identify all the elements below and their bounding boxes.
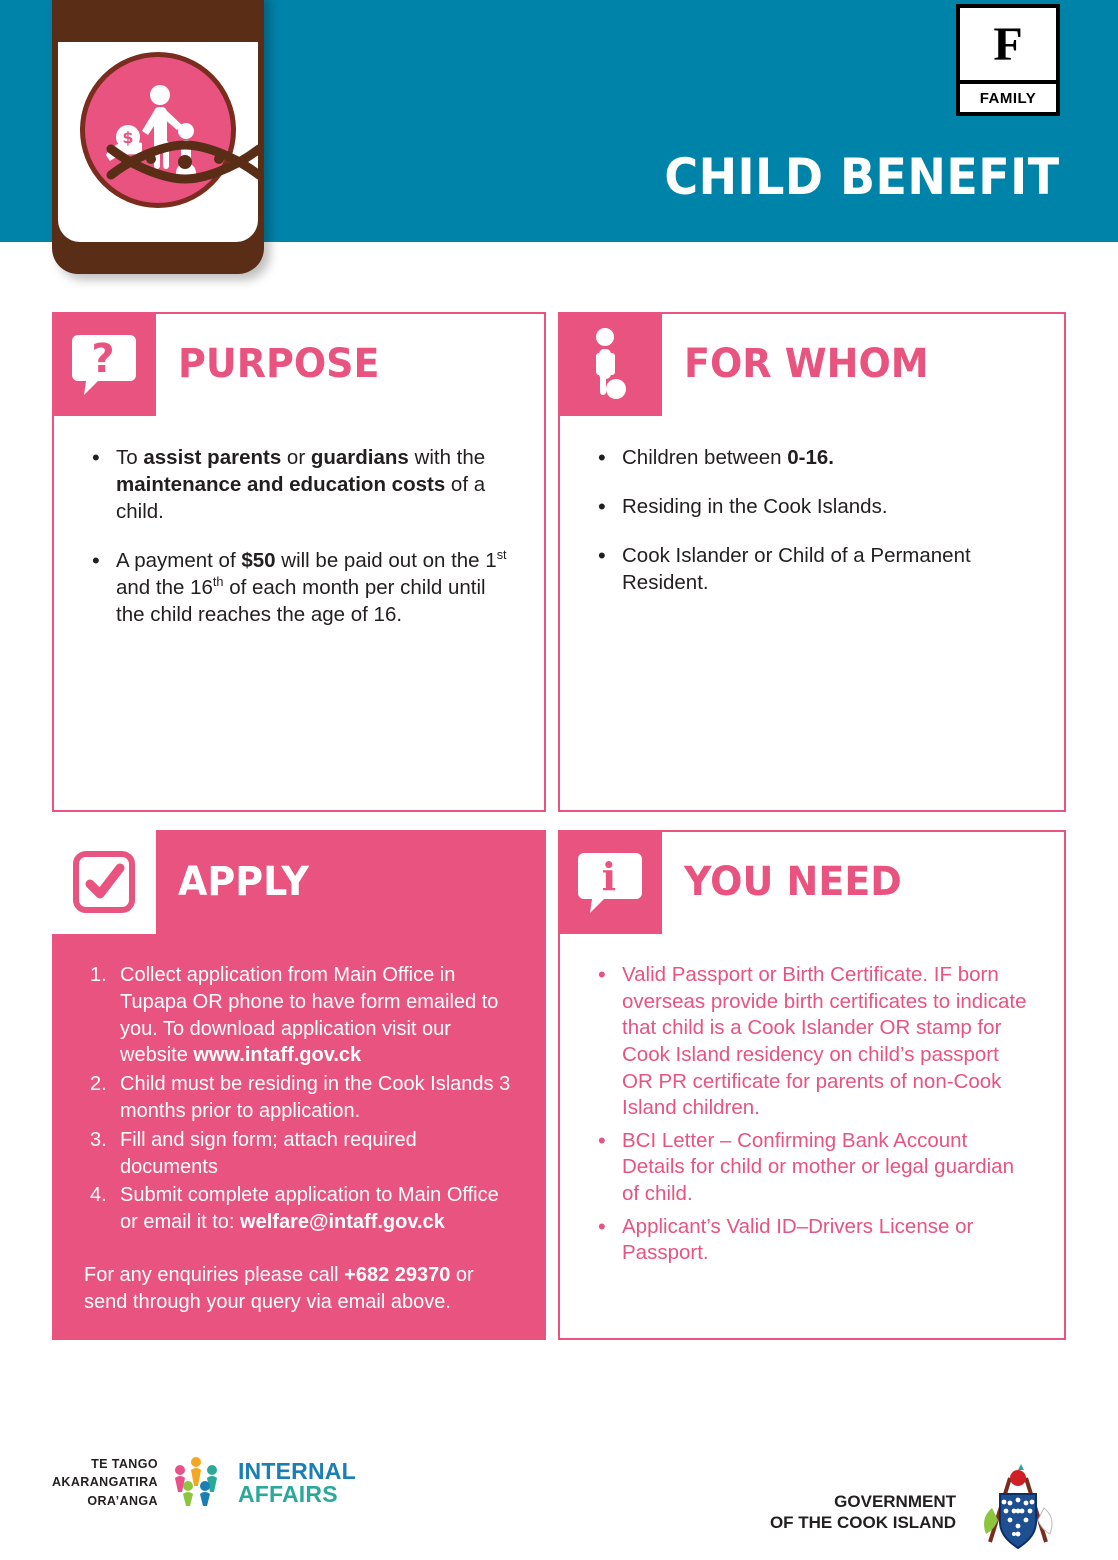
- purpose-card-title: PURPOSE: [178, 341, 380, 387]
- program-logo-inner: [58, 42, 258, 242]
- you-need-card: [558, 830, 1066, 1340]
- for-whom-card-title: FOR WHOM: [684, 341, 929, 387]
- ia-name-line-2: AFFAIRS: [237, 1480, 338, 1507]
- purpose-bullet-list: [84, 444, 514, 628]
- you-need-bullet-list: [590, 962, 1034, 1267]
- for-whom-card-body: [560, 418, 1064, 628]
- ia-maori-line-1: TE TANGO: [91, 1457, 158, 1472]
- for-whom-bullet-list: [590, 444, 1034, 596]
- for-whom-card-header: [558, 312, 941, 416]
- apply-card-body: [54, 936, 544, 1326]
- you-need-card-header: [558, 830, 913, 934]
- purpose-card: [52, 312, 546, 812]
- cook-islands-coat-of-arms-icon: [970, 1464, 1066, 1560]
- svg-text:$: $: [122, 128, 134, 147]
- list-item: • Residing in the Cook Islands.: [590, 493, 1034, 520]
- list-item: Fill and sign form; attach required documents: [120, 1128, 417, 1178]
- page-title: CHILD BENEFIT: [664, 148, 1060, 206]
- people-burst-icon: [168, 1452, 228, 1513]
- apply-card: [52, 830, 546, 1340]
- ia-name-line-1: INTERNAL: [237, 1457, 356, 1484]
- checkbox-tick-icon: [52, 830, 156, 934]
- apply-card-title: APPLY: [178, 859, 309, 905]
- ia-maori-line-2: AKARANGATIRA: [52, 1475, 158, 1490]
- list-item: Collect application from Main Office in Tupapa OR phone to have form emailed to you. To download application visit our website www.intaff.gov.ck: [120, 964, 499, 1067]
- internal-affairs-maori-text: [52, 1455, 158, 1509]
- list-item: • Valid Passport or Birth Certificate. IF born overseas provide birth certificates to indicate that child is a Cook Islander OR stamp for Cook Island residency on child’s passport OR PR certificate for parents of non-Cook Island children.: [590, 962, 1034, 1122]
- list-item: • A payment of $50 will be paid out on the 1st and the 16th of each month per child until the child reaches the age of 16.: [84, 547, 514, 628]
- list-item: • Applicant’s Valid ID–Drivers License or Passport.: [590, 1214, 1034, 1267]
- you-need-card-body: [560, 936, 1064, 1283]
- person-icon: [558, 312, 662, 416]
- gov-line-1: GOVERNMENT: [834, 1491, 956, 1511]
- government-block: [770, 1464, 1066, 1560]
- purpose-card-header: [52, 312, 390, 416]
- list-item: • Cook Islander or Child of a Permanent Resident.: [590, 542, 1034, 596]
- list-item: Child must be residing in the Cook Islands 3 months prior to application.: [120, 1073, 511, 1122]
- list-item: • BCI Letter – Confirming Bank Account Details for child or mother or legal guardian of child.: [590, 1128, 1034, 1208]
- you-need-card-title: YOU NEED: [684, 859, 902, 905]
- badge-letter: F: [993, 17, 1023, 71]
- page-footer: [0, 1420, 1118, 1536]
- crossed-paddles-icon: [97, 139, 273, 187]
- badge-label: FAMILY: [979, 89, 1037, 107]
- apply-card-header: [52, 830, 316, 934]
- apply-enquiries-note: For any enquiries please call +682 29370 or send through your query via email above.: [84, 1263, 474, 1313]
- internal-affairs-logo: [52, 1452, 356, 1513]
- apply-step-list: [84, 962, 514, 1236]
- info-speech-bubble-icon: [558, 830, 662, 934]
- ia-maori-line-3: ORA’ANGA: [87, 1493, 158, 1508]
- list-item: • To assist parents or guardians with the maintenance and education costs of a child.: [84, 444, 514, 525]
- gov-line-2: OF THE COOK ISLAND: [769, 1513, 956, 1532]
- program-logo-tile: [52, 0, 264, 274]
- purpose-card-body: [54, 418, 544, 660]
- list-item: Submit complete application to Main Office or email it to: welfare@intaff.gov.ck: [120, 1184, 499, 1234]
- program-logo-circle: [80, 52, 236, 208]
- government-text: [770, 1491, 956, 1534]
- svg-text:?: ?: [91, 336, 115, 382]
- internal-affairs-name: [237, 1457, 356, 1507]
- svg-text:i: i: [601, 854, 617, 899]
- for-whom-card: [558, 312, 1066, 812]
- question-mark-speech-bubble-icon: [52, 312, 156, 416]
- category-badge: [956, 4, 1060, 116]
- list-item: • Children between 0-16.: [590, 444, 1034, 471]
